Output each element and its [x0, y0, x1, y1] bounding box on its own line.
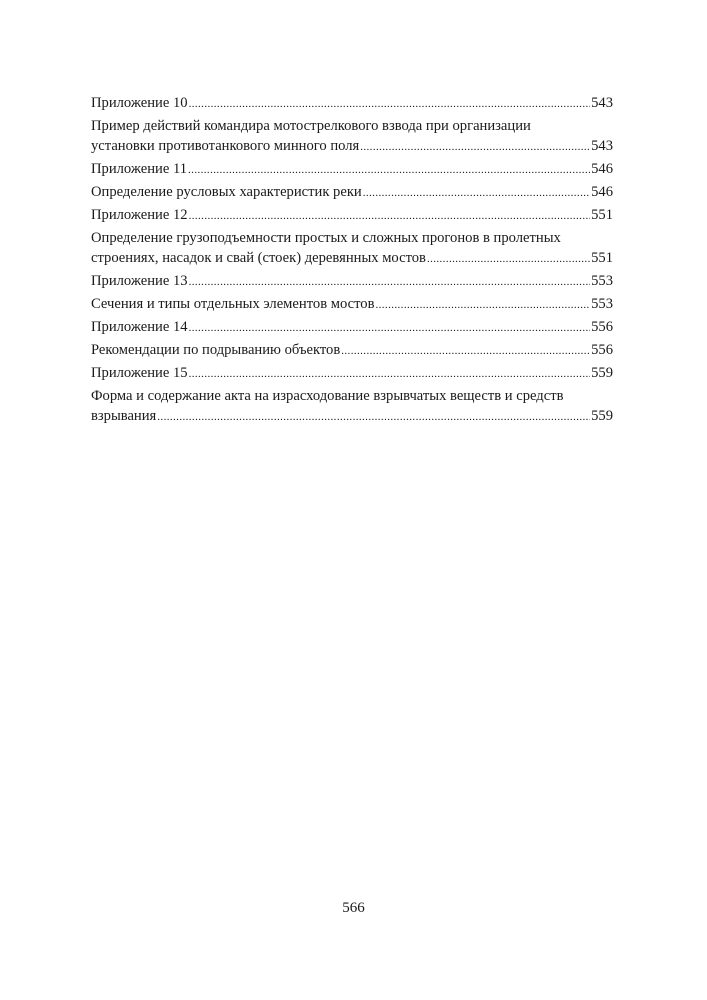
toc-entry-appendix-11[interactable] [91, 159, 613, 179]
toc-entry-title-line: Определение грузоподъемности простых и сложных прогонов в пролетных [91, 230, 561, 246]
toc-entry-title: Приложение 11 [91, 161, 188, 177]
toc-entry-page: 551 [591, 250, 613, 266]
toc-entry-appendix-13[interactable] [91, 271, 613, 291]
toc-entry-load-capacity[interactable] [91, 228, 613, 268]
toc-entry-title-line: Форма и содержание акта на израсходование взрывчатых веществ и средств [91, 388, 564, 404]
toc-entry-page: 551 [591, 207, 613, 223]
toc-entry-explosives-act-form[interactable] [91, 386, 613, 426]
toc-entry-title: Рекомендации по подрыванию объектов [91, 342, 341, 358]
dot-leader [360, 137, 590, 157]
toc-entry-title: Сечения и типы отдельных элементов мостов [91, 296, 375, 312]
toc-entry-title: взрывания [91, 408, 157, 424]
toc-entry-title: Приложение 12 [91, 207, 188, 223]
dot-leader [189, 318, 591, 338]
toc-entry-appendix-12[interactable] [91, 205, 613, 225]
toc-entry-river-characteristics[interactable] [91, 182, 613, 202]
toc-entry-appendix-10[interactable] [91, 93, 613, 113]
toc-entry-appendix-15[interactable] [91, 363, 613, 383]
toc-entry-page: 543 [591, 95, 613, 111]
toc-entry-title: установки противотанкового минного поля [91, 138, 360, 154]
toc-entry-title-line: Пример действий командира мотострелкового взвода при организации [91, 118, 531, 134]
toc-entry-page: 559 [591, 408, 613, 424]
toc-entry-page: 546 [591, 161, 613, 177]
dot-leader [157, 407, 590, 427]
toc-entry-page: 543 [591, 138, 613, 154]
toc-entry-page: 553 [591, 296, 613, 312]
toc-entry-page: 556 [591, 342, 613, 358]
toc-entry-title: Приложение 10 [91, 95, 188, 111]
dot-leader [375, 295, 590, 315]
toc-entry-title: Определение русловых характеристик реки [91, 184, 362, 200]
toc-entry-title: строениях, насадок и свай (стоек) деревянных мостов [91, 250, 426, 266]
toc-entry-page: 553 [591, 273, 613, 289]
dot-leader [189, 94, 591, 114]
table-of-contents [91, 93, 613, 429]
toc-entry-demolition-recommendations[interactable] [91, 340, 613, 360]
dot-leader [189, 206, 591, 226]
toc-entry-title: Приложение 14 [91, 319, 188, 335]
toc-entry-title: Приложение 13 [91, 273, 188, 289]
dot-leader [363, 183, 590, 203]
dot-leader [189, 364, 591, 384]
toc-entry-page: 556 [591, 319, 613, 335]
toc-entry-page: 546 [591, 184, 613, 200]
toc-entry-platoon-commander-example[interactable] [91, 116, 613, 156]
dot-leader [427, 249, 590, 269]
toc-entry-appendix-14[interactable] [91, 317, 613, 337]
dot-leader [188, 160, 590, 180]
toc-entry-page: 559 [591, 365, 613, 381]
toc-entry-bridge-sections[interactable] [91, 294, 613, 314]
dot-leader [189, 272, 591, 292]
toc-entry-title: Приложение 15 [91, 365, 188, 381]
dot-leader [341, 341, 590, 361]
page-number: 566 [342, 900, 365, 916]
